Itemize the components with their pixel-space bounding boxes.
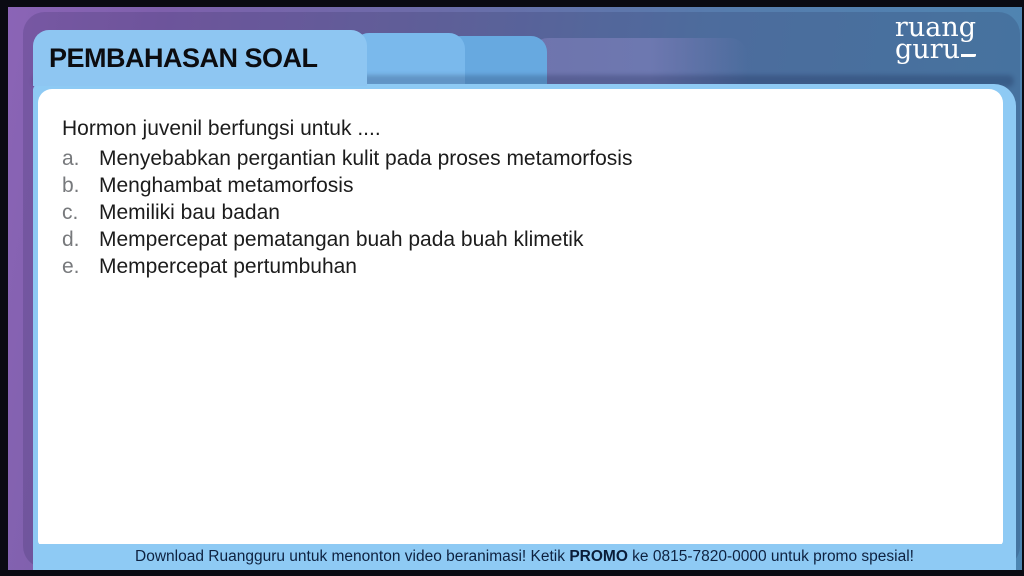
promo-text-before: Download Ruangguru untuk menonton video beranimasi! Ketik [135, 548, 570, 565]
promo-banner [33, 544, 1016, 570]
option-text: Menghambat metamorfosis [99, 174, 354, 197]
question-text: Hormon juvenil berfungsi untuk .... [62, 117, 381, 140]
option-text: Mempercepat pertumbuhan [99, 255, 357, 278]
content-panel [33, 84, 1016, 570]
logo-line-2: guru [880, 39, 976, 61]
option-row-d [62, 226, 983, 253]
option-letter: a. [62, 147, 80, 170]
option-letter: b. [62, 174, 80, 197]
option-text: Mempercepat pematangan buah pada buah klimetik [99, 228, 584, 251]
option-letter: c. [62, 201, 79, 224]
logo-line-1: ruang [894, 12, 976, 43]
question-card [38, 89, 1003, 545]
option-row-a [62, 145, 983, 172]
option-letter: e. [62, 255, 80, 278]
promo-text-after: ke 0815-7820-0000 untuk promo spesial! [627, 548, 914, 565]
logo-tail-mark [961, 54, 976, 57]
ruangguru-logo [880, 12, 976, 65]
option-text: Memiliki bau badan [99, 201, 280, 224]
question-block [62, 115, 983, 280]
promo-keyword: PROMO [569, 548, 628, 565]
page-title: PEMBAHASAN SOAL [49, 42, 318, 73]
option-row-c [62, 199, 983, 226]
slide-stage [8, 7, 1022, 570]
header-tab-title [33, 30, 367, 86]
option-row-b [62, 172, 983, 199]
option-letter: d. [62, 228, 80, 251]
option-row-e [62, 253, 983, 280]
option-text: Menyebabkan pergantian kulit pada proses metamorfosis [99, 147, 633, 170]
